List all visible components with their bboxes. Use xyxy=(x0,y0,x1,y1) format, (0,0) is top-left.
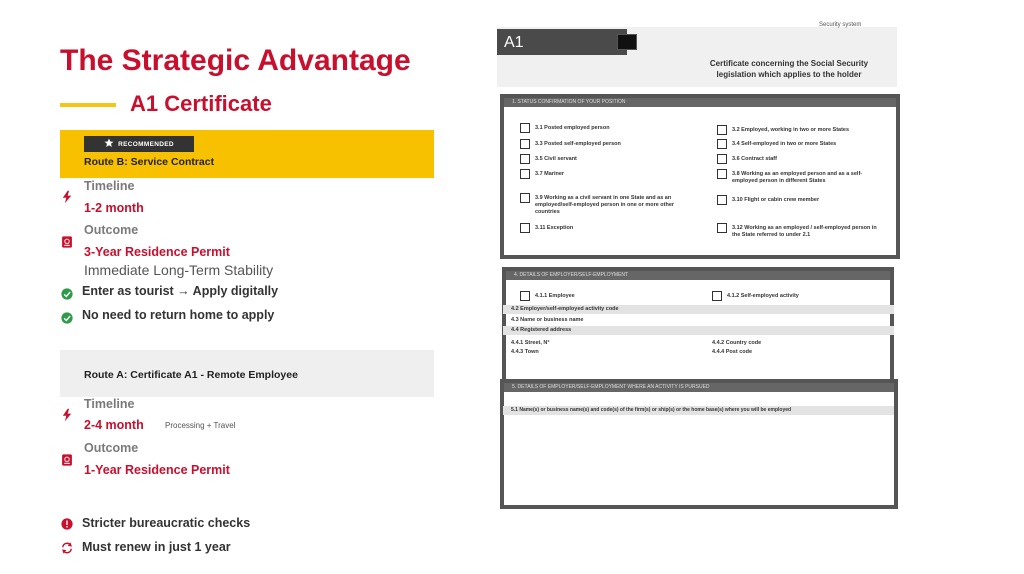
route-b-timeline-value: 1-2 month xyxy=(84,201,144,215)
route-b-header xyxy=(60,130,434,178)
route-a-label: Route A: Certificate A1 - Remote Employee xyxy=(84,369,298,381)
route-b-outcome-label: Outcome xyxy=(84,223,139,237)
checkbox xyxy=(717,223,727,233)
route-b-label: Route B: Service Contract xyxy=(84,156,215,168)
passport-icon xyxy=(60,235,74,249)
route-a-drawback: Must renew in just 1 year xyxy=(82,540,231,554)
route-a-timeline-value: 2-4 month xyxy=(84,418,144,432)
star-icon xyxy=(104,138,114,150)
checkbox xyxy=(520,139,530,149)
form-item: 3.4 Self-employed in two or more States xyxy=(732,141,837,147)
route-a-drawback: Stricter bureaucratic checks xyxy=(82,516,251,530)
lightning-icon xyxy=(60,408,74,422)
recommended-badge xyxy=(84,136,194,152)
checkbox xyxy=(520,193,530,203)
check-circle-icon xyxy=(60,287,74,301)
section-header: 5. DETAILS OF EMPLOYER/SELF-EMPLOYMENT WHERE AN ACTIVITY IS PURSUED xyxy=(504,383,894,392)
checkbox xyxy=(712,291,722,301)
checkbox xyxy=(520,291,530,301)
section-header: 4. DETAILS OF EMPLOYER/SELF-EMPLOYMENT xyxy=(506,271,890,280)
checkbox xyxy=(520,154,530,164)
form-row: 4.2 Employer/self-employed activity code xyxy=(511,306,619,312)
form-row: 4.4.1 Street, N° xyxy=(511,340,550,346)
route-b-benefit: Enter as tourist → Apply digitally xyxy=(82,284,279,298)
form-section-activity xyxy=(500,379,898,509)
form-row: 4.4.4 Post code xyxy=(712,349,753,355)
form-item: 3.2 Employed, working in two or more States xyxy=(732,127,850,133)
form-heading: Certificate concerning the Social Security legislation which applies to the holder xyxy=(709,59,869,79)
form-item: 3.10 Flight or cabin crew member xyxy=(732,197,820,203)
checkbox xyxy=(717,154,727,164)
renew-icon xyxy=(60,541,74,555)
badge-label: RECOMMENDED xyxy=(118,140,174,148)
route-b-outcome-note: Immediate Long-Term Stability xyxy=(84,262,274,278)
form-item: 3.3 Posted self-employed person xyxy=(535,141,621,147)
checkbox xyxy=(717,125,727,135)
route-b-timeline-label: Timeline xyxy=(84,179,135,193)
checkbox xyxy=(717,139,727,149)
form-item: 3.7 Mariner xyxy=(535,171,565,177)
eu-flag-icon xyxy=(617,34,637,50)
checkbox xyxy=(717,195,727,205)
form-system-text: Security system xyxy=(819,22,862,28)
accent-divider xyxy=(60,103,116,107)
route-a-timeline-note: Processing + Travel xyxy=(165,421,236,430)
form-item: 3.5 Civil servant xyxy=(535,156,577,162)
form-a1-tag: A1 xyxy=(497,29,627,55)
form-row: 5.1 Name(s) or business name(s) and code(s) of the firm(s) or ship(s) or the home base(s) where you will be employed xyxy=(511,407,792,413)
form-item: 3.9 Working as a civil servant in one State and as an employed/self-employed person in one or more other countries xyxy=(535,195,675,215)
checkbox xyxy=(717,169,727,179)
page-subtitle: A1 Certificate xyxy=(130,91,272,116)
form-row: 4.4 Registered address xyxy=(511,327,572,333)
form-row: 4.4.3 Town xyxy=(511,349,539,355)
form-item: 4.1.2 Self-employed activity xyxy=(727,293,799,299)
form-row: 4.4.2 Country code xyxy=(712,340,762,346)
form-item: 3.8 Working as an employed person and as a self-employed person in different States xyxy=(732,171,863,184)
checkbox xyxy=(520,169,530,179)
route-b-outcome-value: 3-Year Residence Permit xyxy=(84,245,230,259)
check-circle-icon xyxy=(60,311,74,325)
route-a-outcome-label: Outcome xyxy=(84,441,139,455)
form-item: 3.12 Working as an employed / self-employed person in the State referred to under 2.1 xyxy=(732,225,877,238)
checkbox xyxy=(520,123,530,133)
a1-form-image xyxy=(497,22,900,510)
form-item: 3.11 Exception xyxy=(535,225,574,231)
section-header: 1. STATUS CONFIRMATION OF YOUR POSITION xyxy=(504,98,896,107)
passport-icon xyxy=(60,453,74,467)
alert-circle-icon xyxy=(60,517,74,531)
route-a-timeline-label: Timeline xyxy=(84,397,135,411)
form-item: 4.1.1 Employee xyxy=(535,293,575,299)
form-row: 4.3 Name or business name xyxy=(511,317,584,323)
checkbox xyxy=(520,223,530,233)
lightning-icon xyxy=(60,190,74,204)
form-item: 3.1 Posted employed person xyxy=(535,125,610,131)
page-title: The Strategic Advantage xyxy=(60,44,411,77)
route-a-header xyxy=(60,350,434,397)
route-b-benefit: No need to return home to apply xyxy=(82,308,275,322)
route-a-outcome-value: 1-Year Residence Permit xyxy=(84,463,230,477)
form-item: 3.6 Contract staff xyxy=(732,156,777,162)
